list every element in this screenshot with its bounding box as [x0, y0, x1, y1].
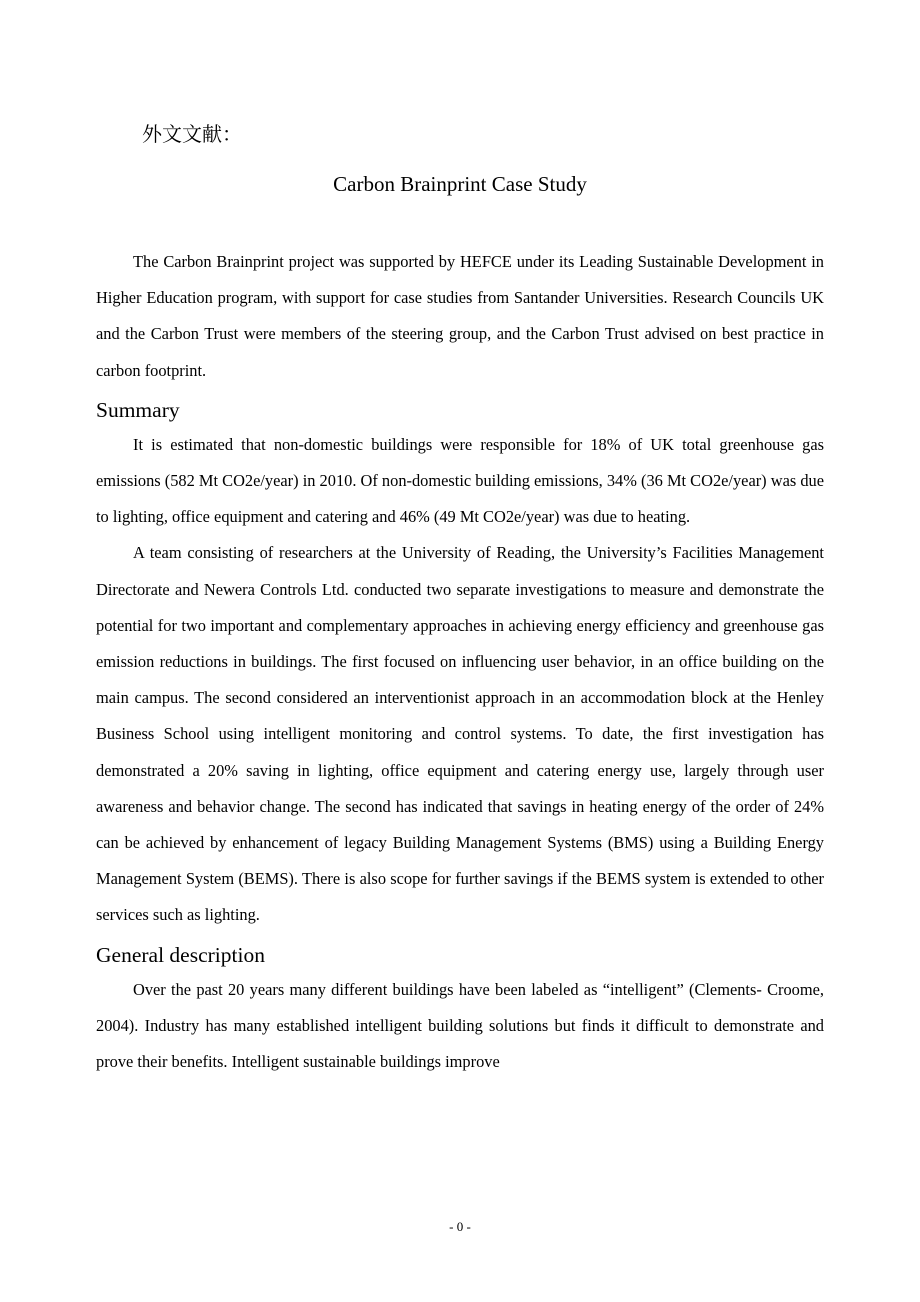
summary-paragraph-1: It is estimated that non-domestic buildings were responsible for 18% of UK total greenhouse gas emissions (582 Mt CO2e/year) in 2010. Of non-domestic building emissions, 34% (36 Mt CO2e/year) was due to lighting, office equipment and catering and 46% (49 Mt CO2e/year) was due to heating. [96, 434, 824, 527]
general-description-heading: General description [96, 942, 265, 967]
summary-heading: Summary [96, 397, 180, 422]
intro-paragraph: The Carbon Brainprint project was supported by HEFCE under its Leading Sustainable Development in Higher Education program, with support for case studies from Santander Universities. Research Councils UK and the Carbon Trust were members of the steering group, and the Carbon Trust advised on best practice in carbon footprint. [96, 252, 824, 380]
summary-paragraph-2: A team consisting of researchers at the University of Reading, the University’s Facilities Management Directorate and Newera Controls Ltd. conducted two separate investigations to measure and demonstrate the potential for two important and complementary approaches in achieving energy efficiency and greenhouse gas emission reductions in buildings. The first focused on influencing user behavior, in an office building on the main campus. The second considered an interventionist approach in an accommodation block at the Henley Business School using intelligent monitoring and control systems. To date, the first investigation has demonstrated a 20% saving in lighting, office equipment and catering energy use, largely through user awareness and behavior change. The second has indicated that savings in heating energy of the order of 24% can be achieved by enhancement of legacy Building Management Systems (BMS) using a Building Energy Management System (BEMS). There is also scope for further savings if the BEMS system is extended to other services such as lighting. [96, 543, 824, 925]
document-title: Carbon Brainprint Case Study [333, 172, 587, 196]
foreign-literature-label: 外文文献： [142, 122, 242, 146]
document-body [96, 244, 824, 1080]
general-description-paragraph: Over the past 20 years many different buildings have been labeled as “intelligent” (Clements- Croome, 2004). Industry has many established intelligent building solutions but finds it difficult to demonstrate and prove their benefits. Intelligent sustainable buildings improve [96, 979, 824, 1072]
page-number: - 0 - [449, 1219, 471, 1234]
